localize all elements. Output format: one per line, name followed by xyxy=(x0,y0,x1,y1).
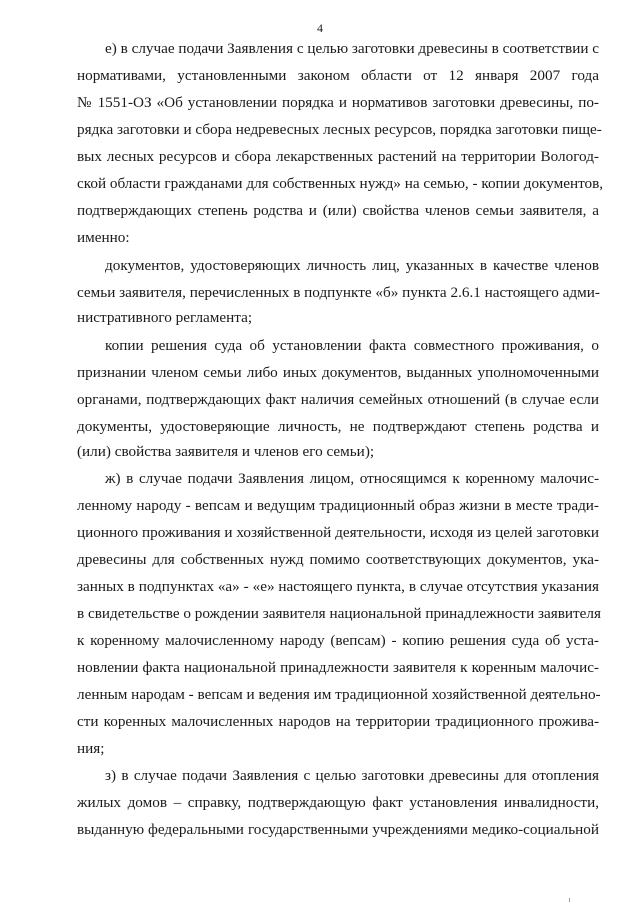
text-line: рядка заготовки и сбора недревесных лесных ресурсов, порядка заготовки пище- xyxy=(77,121,602,138)
text-line: ленным народам - вепсам и ведения им традиционной хозяйственной деятельно- xyxy=(77,686,601,703)
text-line: семьи заявителя, перечисленных в подпункте «б» пункта 2.6.1 настоящего адми- xyxy=(77,284,600,301)
text-line: документов, удостоверяющих личность лиц, указанных в качестве членов xyxy=(105,257,599,274)
text-line: древесины для собственных нужд помимо соответствующих документов, ука- xyxy=(77,551,599,568)
text-line: жилых домов – справку, подтверждающую факт установления инвалидности, xyxy=(77,794,599,811)
text-line: ния; xyxy=(77,740,105,757)
text-line: в свидетельстве о рождении заявителя национальной принадлежности заявителя xyxy=(77,605,601,622)
text-line: новлении факта национальной принадлежности заявителя к коренным малочис- xyxy=(77,659,599,676)
page-number: 4 xyxy=(317,21,323,35)
text-line: подтверждающих степень родства и (или) свойства членов семьи заявителя, а xyxy=(77,202,599,219)
text-line: ской области гражданами для собственных нужд» на семью, - копии документов, xyxy=(77,175,604,192)
text-line: вых лесных ресурсов и сбора лекарственных растений на территории Вологод- xyxy=(77,148,599,165)
text-line: к коренному малочисленному народу (вепсам) - копию решения суда об уста- xyxy=(77,632,599,649)
text-line: нормативами, установленными законом области от 12 января 2007 года xyxy=(77,67,599,84)
text-line: органами, подтверждающих факт наличия семейных отношений (в случае если xyxy=(77,391,599,408)
text-line: именно: xyxy=(77,229,130,246)
text-line: № 1551-ОЗ «Об установлении порядка и нормативов заготовки древесины, по- xyxy=(77,94,599,111)
text-line: ленному народу - вепсам и ведущим традиционный образ жизни в месте тради- xyxy=(77,497,599,514)
scan-speck xyxy=(569,898,570,902)
text-line: нистративного регламента; xyxy=(77,309,253,326)
text-line: е) в случае подачи Заявления с целью заготовки древесины в соответствии с xyxy=(105,40,599,57)
text-line: занных в подпунктах «а» - «е» настоящего пункта, в случае отсутствия указания xyxy=(77,578,599,595)
text-line: ж) в случае подачи Заявления лицом, относящимся к коренному малочис- xyxy=(105,470,599,487)
text-line: признании членом семьи либо иных документов, выданных уполномоченными xyxy=(77,364,599,381)
text-line: документы, удостоверяющие личность, не подтверждают степень родства и xyxy=(77,418,599,435)
text-line: ционного проживания и хозяйственной деятельности, исходя из целей заготовки xyxy=(77,524,599,541)
text-line: копии решения суда об установлении факта совместного проживания, о xyxy=(105,337,599,354)
text-line: (или) свойства заявителя и членов его семьи); xyxy=(77,443,375,460)
text-line: выданную федеральными государственными учреждениями медико-социальной xyxy=(77,821,599,838)
text-line: сти коренных малочисленных народов на территории традиционного прожива- xyxy=(77,713,599,730)
text-line: з) в случае подачи Заявления с целью заготовки древесины для отопления xyxy=(105,767,599,784)
